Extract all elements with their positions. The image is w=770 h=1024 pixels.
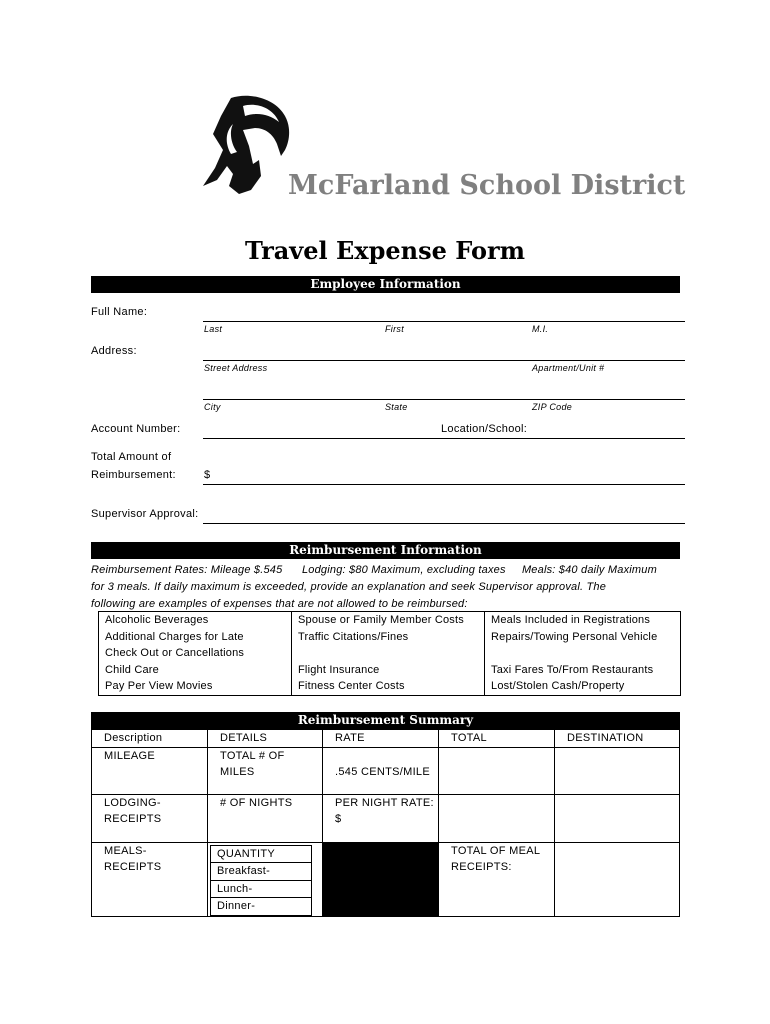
dollar-sign: $ (204, 469, 211, 481)
supervisor-approval-field[interactable] (203, 523, 685, 524)
account-location-field[interactable] (203, 438, 685, 439)
meal-quantity-header: QUANTITY (211, 845, 312, 863)
meal-breakfast[interactable]: Breakfast- (211, 863, 312, 881)
zip-sublabel: ZIP Code (532, 402, 573, 412)
table-row (99, 678, 681, 695)
table-row (99, 629, 681, 646)
non-reimbursable-examples-table (98, 611, 681, 696)
meals-details (208, 842, 323, 916)
table-row (99, 662, 681, 679)
table-cell: Additional Charges for Late (99, 629, 292, 646)
meal-quantity-box (210, 845, 312, 916)
table-cell: Alcoholic Beverages (99, 612, 292, 629)
spartan-helmet-logo-icon (203, 94, 293, 198)
table-cell: Check Out or Cancellations (99, 645, 292, 662)
total-amount-label-2: Reimbursement: (91, 469, 176, 481)
table-cell: Spouse or Family Member Costs (292, 612, 485, 629)
mileage-total-cell[interactable] (439, 747, 555, 794)
full-name-field[interactable] (203, 321, 685, 322)
table-cell: Flight Insurance (292, 662, 485, 679)
mileage-row (92, 747, 680, 794)
table-cell: Taxi Fares To/From Restaurants (485, 662, 681, 679)
destination-header: DESTINATION (555, 730, 680, 748)
location-school-label: Location/School: (441, 423, 528, 435)
last-sublabel: Last (204, 324, 223, 334)
meals-rate-blacked-out (323, 842, 439, 916)
table-row (99, 645, 681, 662)
table-cell (292, 645, 485, 662)
meals-destination-cell[interactable] (555, 842, 680, 916)
account-number-label: Account Number: (91, 423, 181, 435)
address-label: Address: (91, 345, 137, 357)
city-state-zip-field[interactable] (203, 399, 685, 400)
meals-total-label-1: TOTAL OF MEAL (451, 844, 541, 857)
rates-line-1: Reimbursement Rates: Mileage $.545 Lodging: $80 Maximum, excluding taxes Meals: $40 daily Maximum (91, 564, 657, 576)
mileage-rate[interactable] (323, 747, 439, 794)
table-cell: Pay Per View Movies (99, 678, 292, 695)
table-cell: Traffic Citations/Fines (292, 629, 485, 646)
lodging-rate[interactable] (323, 794, 439, 842)
summary-header-row (92, 730, 680, 748)
district-name: McFarland School District (288, 170, 686, 201)
first-sublabel: First (385, 324, 404, 334)
total-header: TOTAL (439, 730, 555, 748)
meals-label-2: RECEIPTS (104, 861, 162, 873)
lodging-label (92, 794, 208, 842)
mileage-rate-text: .545 CENTS/MILE (335, 765, 430, 778)
city-sublabel: City (204, 402, 221, 412)
lodging-row (92, 794, 680, 842)
table-cell: Fitness Center Costs (292, 678, 485, 695)
table-cell: Repairs/Towing Personal Vehicle (485, 629, 681, 646)
details-header: DETAILS (208, 730, 323, 748)
meals-label (92, 842, 208, 916)
lodging-destination-cell[interactable] (555, 794, 680, 842)
supervisor-approval-label: Supervisor Approval: (91, 508, 199, 520)
meal-lunch[interactable]: Lunch- (211, 880, 312, 898)
reimbursement-summary-table (91, 729, 680, 917)
rate-header: RATE (323, 730, 439, 748)
table-cell: Lost/Stolen Cash/Property (485, 678, 681, 695)
meals-label-1: MEALS- (104, 844, 147, 857)
table-cell: Child Care (99, 662, 292, 679)
lodging-rate-dollar: $ (335, 813, 342, 825)
table-cell: Meals Included in Registrations (485, 612, 681, 629)
mileage-label: MILEAGE (92, 747, 208, 794)
lodging-label-1: LODGING- (104, 796, 161, 809)
meals-total-label-2: RECEIPTS: (451, 861, 512, 873)
meals-total[interactable] (439, 842, 555, 916)
lodging-rate-label: PER NIGHT RATE: (335, 796, 434, 809)
table-cell (485, 645, 681, 662)
state-sublabel: State (385, 402, 408, 412)
reimbursement-summary-header: Reimbursement Summary (91, 712, 680, 729)
rates-line-2: for 3 meals. If daily maximum is exceeded, provide an explanation and seek Supervisor approval. The (91, 581, 607, 593)
meal-dinner[interactable]: Dinner- (211, 898, 312, 916)
apt-sublabel: Apartment/Unit # (532, 363, 605, 373)
total-amount-label-1: Total Amount of (91, 451, 172, 463)
lodging-total-cell[interactable] (439, 794, 555, 842)
rates-line-3: following are examples of expenses that are not allowed to be reimbursed: (91, 598, 468, 610)
table-row (99, 612, 681, 629)
mileage-destination-cell[interactable] (555, 747, 680, 794)
lodging-details[interactable]: # OF NIGHTS (208, 794, 323, 842)
mileage-details[interactable]: TOTAL # OF MILES (208, 747, 323, 794)
street-sublabel: Street Address (204, 363, 268, 373)
employee-info-header: Employee Information (91, 276, 680, 293)
reimbursement-rates-text (91, 562, 691, 613)
total-amount-field[interactable] (203, 484, 685, 485)
full-name-label: Full Name: (91, 306, 148, 318)
street-address-field[interactable] (203, 360, 685, 361)
meals-row (92, 842, 680, 916)
lodging-label-2: RECEIPTS (104, 813, 162, 825)
form-title: Travel Expense Form (244, 236, 525, 265)
reimbursement-info-header: Reimbursement Information (91, 542, 680, 559)
description-header: Description (92, 730, 208, 748)
mi-sublabel: M.I. (532, 324, 549, 334)
